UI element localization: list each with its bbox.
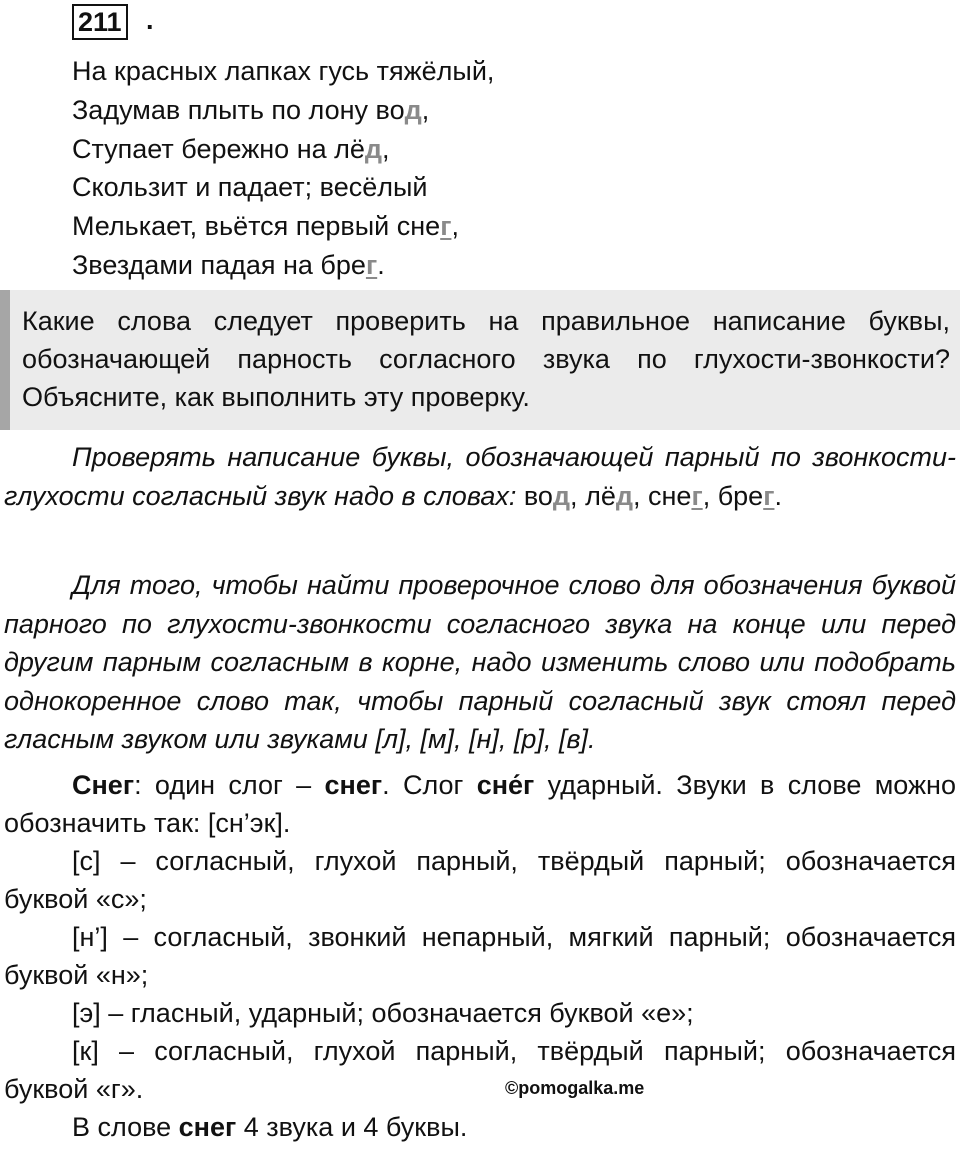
analysis-text: ударный. Звуки в слове можно обозначить так: [сн’эк]. xyxy=(4,770,956,838)
watermark: ©pomogalka.me xyxy=(505,1078,645,1098)
poem-line xyxy=(72,246,494,285)
answer-intro: Проверять написание буквы, обозначающей парный по звонкости-глухости согласный звук надо в словах: xyxy=(4,442,956,511)
word-part: во xyxy=(516,480,553,511)
answer-paragraph-rule: Для того, чтобы найти проверочное слово для обозначения буквой парного по глухости-звонкости согласного звука на конце или перед другим парным согласным в корне, надо изменить слово или подобрать однокоренное слово так, чтобы парный согласный звук стоял перед гласным звуком или звуками [л], [м], [н], [р], [в]. xyxy=(4,570,956,755)
answer-paragraph-words xyxy=(4,438,956,515)
bold-word: сне́г xyxy=(476,770,535,800)
analysis-paragraph: [с] – согласный, глухой парный, твёрдый парный; обозначается буквой «с»; xyxy=(4,846,956,914)
separator: , xyxy=(570,480,586,511)
highlighted-letter: г xyxy=(440,211,452,242)
poem-line xyxy=(72,52,494,91)
analysis-text: 4 звука и 4 буквы. xyxy=(236,1112,468,1142)
analysis-text: : один слог – xyxy=(134,770,325,800)
question-box xyxy=(0,290,960,430)
poem-line-text: Скользит и падает; весёлый xyxy=(72,172,428,203)
analysis-paragraph xyxy=(4,766,956,842)
analysis-paragraph: [н’] – согласный, звонкий непарный, мягкий парный; обозначается буквой «н»; xyxy=(4,922,956,990)
poem-line-punct: , xyxy=(421,94,430,125)
word-part: бре xyxy=(717,480,764,511)
poem-line-punct: , xyxy=(451,211,459,242)
poem-line-punct: . xyxy=(377,249,385,280)
highlighted-letter: г xyxy=(691,480,703,511)
analysis-paragraph xyxy=(4,1108,956,1146)
task-number-dot: . xyxy=(146,5,154,35)
highlighted-letter: г xyxy=(763,480,775,511)
poem-line xyxy=(72,168,494,207)
word-part: сне xyxy=(648,480,692,511)
bold-word: снег xyxy=(324,770,383,800)
analysis-paragraph: [э] – гласный, ударный; обозначается буквой «е»; xyxy=(72,998,694,1028)
bold-word: снег xyxy=(178,1112,237,1142)
separator: , xyxy=(702,480,718,511)
analysis-text: . Слог xyxy=(382,770,477,800)
poem-line-text: Задумав плыть по лону во xyxy=(72,94,405,125)
bold-word: Снег xyxy=(72,770,135,800)
poem-line xyxy=(72,130,494,169)
task-number: 211 xyxy=(72,4,128,40)
poem-line xyxy=(72,91,494,130)
analysis-paragraph: [к] – согласный, глухой парный, твёрдый парный; обозначается буквой «г». xyxy=(4,1036,956,1104)
poem-line-text: Ступает бережно на лё xyxy=(72,133,365,164)
highlighted-letter: д xyxy=(552,480,571,511)
highlighted-letter: г xyxy=(365,249,378,280)
poem-line xyxy=(72,207,494,246)
separator: . xyxy=(774,480,782,511)
poem-line-punct: , xyxy=(382,133,390,164)
highlighted-letter: д xyxy=(615,480,633,511)
phonetic-analysis xyxy=(4,766,956,1146)
poem-line-text: На красных лапках гусь тяжёлый, xyxy=(72,56,495,86)
analysis-text: В слове xyxy=(72,1112,179,1142)
poem xyxy=(72,52,494,285)
question-text: Какие слова следует проверить на правильное написание буквы, обозначающей парность согласного звука по глухости-звонкости? Объясните, как выполнить эту проверку. xyxy=(22,306,950,412)
separator: , xyxy=(632,480,648,511)
poem-line-text: Мелькает, вьётся первый сне xyxy=(72,211,441,242)
highlighted-letter: д xyxy=(364,133,383,164)
highlighted-letter: д xyxy=(404,94,422,125)
poem-line-text: Звездами падая на бре xyxy=(72,249,366,280)
word-part: лё xyxy=(585,480,616,511)
